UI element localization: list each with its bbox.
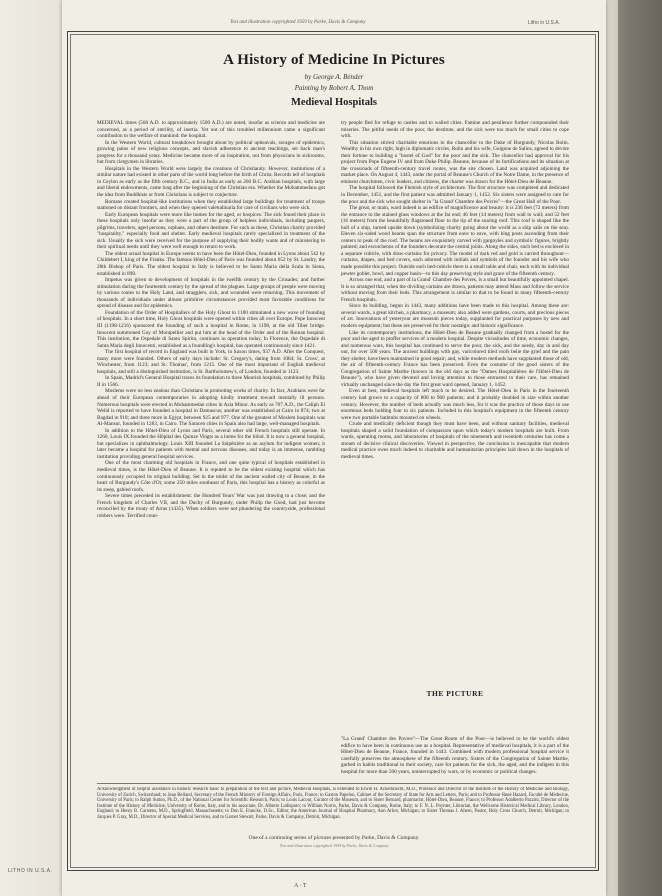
acknowledgment: Acknowledgment of helpful assistance in historic research basic to preparation of the text and picture, Medieval Hospitals, is extended to Erwin H. Ackerknecht, M.D., Professor and Director of the Institute of the History of Medicine and Biology, University of Zurich, Switzerland; to Jean Belland, Secretary of the French Ministry of Foreign Affairs, Paris, France; to Gaston Papelon, Cabinet of the Secretary of State for Arts and Letters, Paris; and to Professor René Hazard, Faculté de Médecine, University of Paris; to Ralph Sutton, Ph.D., of the National Center for Scientific Research, Paris; to Louis Lacour, Curator of the Museum, and to Sister Bernard, pharmacist, Hôtel-Dieu, Beaune, France; to Professor Adalberto Pazzini, Director of the Institute of the History of Medicine, University of Rome, Italy, and to his associate, Dr. Alberto Lodispoto; to William Norris, Parke, Davis & Company, Rome, Italy; to F. N. L. Poynter, Librarian, the Wellcome Historical Medical Library, London, England; to Henry B. Carstens, M.D., Springfield, Massachusetts; to Don E. Francke, D.Sc., Editor, the American Journal of Hospital Pharmacy, Ann Arbor, Michigan; to Sister Thomas J. Ahern, Pastor, Holy Cross Church, Detroit, Michigan; to Jacques P. Gray, M.D., Director of Special Medical Services, and to Garnet Stewart, Parke, Davis & Company, Detroit, Michigan. (97, 787, 569, 820)
paragraph: MEDIEVAL times (500 A.D. to approximately 1500 A.D.) are noted, insofar as science and medicine are concerned, as a period of sterility, of inertia. Yet out of this troubled millennium came a significant contribution to the welfare of mankind: the hospital. (97, 120, 325, 140)
author-byline: by George A. Bender (304, 73, 364, 81)
page-title: A History of Medicine In Pictures (223, 52, 445, 68)
paragraph: The oldest actual hospital in Europe seems to have been the Hôtel-Dieu, founded in Lyons about 542 by Childebert I, king of the Franks. The famous Hôtel-Dieu of Paris was founded about 652 by St. Landry, the 28th Bishop of Paris. The oldest hospital in Italy is believed to be Santa Maria della Scala in Siena, established in 898. (97, 250, 325, 277)
paragraph: Impetus was given to development of hospitals in the twelfth century by the Crusades; and further stimulation during the fourteenth century by the spread of the plagues. Large groups of people were moving by various routes to the Holy Land, and stragglers, sick, and wounded were returning. This movement of thousands of individuals under almost primitive circumstances provided most favorable conditions for spread of disease and for epidemics. (97, 277, 325, 310)
paragraph: Hospitals in the Western World were largely the creations of Christianity. However, institutions of a similar nature had existed in other parts of the world long before the birth of Christ. Records tell of hospitals in Ceylon as early as the fifth century B.C., and in India as early as 260 B.C. Arabian hospitals, with large and liberal endowments, came long after the beginning of the Christian era. Whether the Mohammedans got the idea from Buddhists or from Christians is subject to conjecture. (97, 165, 325, 199)
right-column (341, 120, 569, 680)
paragraph: Across one end, and a part of la Grand' Chambre des Povres, is a small but beautifully appointed chapel. It is so arranged that, when the dividing curtains are drawn, patients may attend Mass and follow the service without moving from their beds. This arrangement is similar to that to be found in many fifteenth-century French hospitals. (341, 277, 569, 303)
paragraph: Even at best, medieval hospitals left much to be desired. The Hôtel-Dieu in Paris in the fourteenth century had grown to a capacity of 800 to 900 patients; and it probably doubled in size within another century. However, the number of beds actually was much less, for it was the practice of those days to use enormous beds holding four to six patients. Included in this hospital's equipment in the fifteenth century were two portable bathtubs mounted on wheels. (341, 388, 569, 421)
section-heading: THE PICTURE (426, 689, 484, 698)
paragraph: try people fled for refuge to castles and to walled cities. Famine and pestilence further compounded their miseries. The pitiful needs of the poor, the destitute, and the sick were too much for small cities to cope with. (341, 120, 569, 140)
document-sheet (62, 0, 606, 896)
paragraph: Like its contemporary institutions, the Hôtel-Dieu de Beaune gradually changed from a hostel for the poor and the aged to proffer services of a modern hospital. Despite vicissitudes of time, economic changes, and numerous wars, this hospital has continued to serve the poor, the sick, and the needy, day in and day out, for over 500 years. The ancient buildings with gay, varicolored tiled roofs belie the grief and the pain they shelter, have been maintained in good repair; and, while modern methods have supplanted those of old, the air of fifteenth-century France has been preserved. Even the costume of the good sisters of the Congregation of Sainte Marthe (known in the old days as the "Dames Hospitalières de l'Hôtel-Dieu de Beaune"), who have given devoted and loving attention to those entrusted to their care, has remained virtually unchanged since the day the first great ward opened, January 1, 1452. (341, 329, 569, 388)
paragraph: Severe times preceded its establishment: the Hundred Years' War was just drawing to a close; and the French kingdom of Charles VII, and the Duchy of Burgundy, under Philip the Good, had just become reconciled by the treaty of Arras (1435). When soldiers were not plundering the countryside, professional robbers were. Terrified coun- (97, 493, 325, 519)
paragraph: Crude and medically deficient though they must have been, and without sanitary facilities, medieval hospitals shaped a solid foundation of compassion upon which today's modern hospitals are built. From wards, operating rooms, and laboratories of hospitals of the nineteenth and twentieth centuries has come a stream of decisive clinical discoveries. Viewed in perspective, the conclusion is inescapable that modern medical practice owes much indeed to charitable and humanitarian principles laid down in the hospitals of medieval times. (341, 421, 569, 460)
paragraph: In addition to the Hôtel-Dieu of Lyons and Paris, several other old French hospitals still operate. In 1260, Louis IX founded the Hôpital des Quinze Vingts as a home for the blind. It is now a general hospital, but specializes in ophthalmology. Louis XIII founded La Salpêtrière as an asylum for indigent women; it later became a hospital for patients with mental and nervous diseases, and today is an immense, rambling institution providing general hospital services. (97, 427, 325, 460)
paragraph: In the Western World, cultural breakdown brought about by political upheavals, ravages of epidemics, growing pains of new religious concepts, and slavish adherence to ancient teachings, set back man's progress for a thousand years. Medicine became more of an inspiration, not from physicians in sickrooms, but from clergymen in libraries. (97, 139, 325, 166)
painter-byline: Painting by Robert A. Thom (294, 84, 374, 92)
paragraph: The hospital followed the Flemish style of architecture. The first structure was completed and dedicated in December, 1451, and the first patient was admitted January 1, 1452. Six sisters were assigned to care for the poor and the sick who sought shelter in "la Grand' Chambre des Povres"—the Great Hall of the Poor. (341, 185, 569, 205)
paragraph: Moslems were no less zealous than Christians in promoting works of charity. In fact, Arabians were far ahead of their European contemporaries in adopting kindly treatment toward mentally ill persons. Numerous hospitals were erected in Mohammedan cities in Asia Minor. As early as 707 A.D., the Caliph El Welid is reported to have founded a hospital in Damascus; another was established at Cairo in 874; two at Bagdad in 918; and three more in Egypt, between 925 and 977. One of the greatest of Moslem hospitals was Al-Mansur, founded in 1283, in Cairo. The Saracen cities in Spain also had large, well-managed hospitals. (97, 388, 325, 428)
series-note: One of a continuing series of pictures presented by Parke, Davis & Company. (248, 835, 420, 841)
paragraph: Romans created hospital-like institutions when they established large buildings for treatment of troops stationed on distant frontiers, and when they opened valetudinaria for care of civilians who were sick. (97, 198, 325, 212)
left-page-mark: LITHO IN U.S.A. (8, 868, 53, 874)
adjacent-right-page (604, 0, 662, 896)
footer-copyright: Text and illustration copyrighted 1959 by Parke, Davis & Company (279, 843, 389, 848)
paragraph: Since its building, begun in 1443, many additions have been made to this hospital. Among these are: several wards, a great kitchen, a pharmacy, a museum; also added were gardens, courts, and precious pieces of art. Innovations of yesteryear are museum pieces today, supplanted for practical purposes by new and modern equipment; but these are preserved for their nostalgic and historic significance. (341, 303, 569, 329)
paragraph: This situation stirred charitable emotions in the chancellor to the Duke of Burgundy, Nicolas Rolin. Wealthy in his own right, high in diplomatic circles, Rolin and his wife, Guigone de Salins, agreed to devote their fortune to building a "hostel of God" for the poor and the sick. The chancellor had approval for his project from Pope Eugene IV and from Duke Philip. Beaune, because of its fortifications and its situation at the crossroads of fifteenth-century travel routes, was the site chosen. Land was acquired adjoining the market place. On August 4, 1443, under the portal of Beaune's Church of the Notre Dame, in the presence of eminent churchmen, civic leaders, and citizens, the charter was drawn for the Hôtel-Dieu de Beaune. (341, 139, 569, 185)
paragraph: Foundation of the Order of Hospitallers of the Holy Ghost in 1180 stimulated a new wave of founding of hospitals. In a short time, Holy Ghost hospitals were opened within cities all over Europe. Pope Innocent III (1198-1216) sponsored the founding of such a hospital in Rome, in 1198, at the old Tiber bridge. Innocent summoned Guy of Montpellier and put him at the head of the Order and of the Roman hospital. This institution, the Ospedale di Santo Spirito, continues in operation today. In Florence, the Ospedale di Santa Maria degli Innocenti, established as a foundling's hospital, has operated continuously since 1421. (97, 309, 325, 349)
page-mark: A · T (294, 883, 307, 889)
paragraph: The first hospital of record in England was built in York, in Saxon times, 937 A.D. After the Conquest, many more were founded. Others of early days include: St. Gregory's, dating from 1084; St. Cross', at Winchester, from 1123; and St. Thomas', from 1215. One of the most important of English medieval hospitals, and still a distinguished institution, is St. Bartholomew's, of London, founded in 1123. (97, 349, 325, 375)
paragraph: "La Grand' Chambre des Povres"—The Great Room of the Poor—is believed to be the world's oldest edifice to have been in continuous use as a hospital. Representative of medieval hospitals, it is a part of the Hôtel-Dieu de Beaune, France, founded in 1443. Combined with modern professional hospital service it carefully preserves the atmosphere of the fifteenth century. Sisters of the Congregation of Sainte Marthe, garbed in habits traditional to their society, care for patients for the sick, the aged, and the indigent in this hospital for more than 500 years, uninterrupted by wars, or by economic or political changes. (341, 736, 569, 775)
left-column (97, 120, 325, 780)
paragraph: One of the most charming old hospitals in France, and one quite typical of hospitals established in medieval times, is the Hôtel-Dieu of Beaune. It is reputed to be the oldest existing hospital which has continuously occupied its original building. Set in the midst of the ancient walled city of Beaune, in the heart of Burgundy's Côte d'Or, some 250 miles southeast of Paris, this hospital has a history as colorful as its steep, gabled roofs. (97, 460, 325, 493)
article-subtitle: Medieval Hospitals (290, 97, 378, 108)
paragraph: The great, or main, ward indeed is an edifice of magnificence and beauty: it is 236 feet (72 meters) from the entrance to the stained glass windows at the far end; 46 feet (14 meters) from wall to wall; and 52 feet (16 meters) from the beautifully flagstoned floor to the tip of the soaring roof. This roof is shaped like the hull of a ship, turned upside down (symbolizing charity going about the world as a ship sails on the sea). Eleven six-sided wood beams span the structure from eave to eave, with king posts ascending from their centers to peak of the roof. The beams are exquisitely carved with gargoyles and symbolic figures, brightly painted; and escutcheons of the founders decorate the central joints. Along the sides, each bed is enclosed in a separate cubicle, with draw-curtains for privacy. The model of dark red and gold is carried throughout—curtains, drapes, and bed covers, each adorned with initials and symbols of the founder and his wife who made possible this project. Outside each bed-cubicle there is a small table and chair, each with its individual pewter goblet, bowl, and copper basin—to this day preserving style and grace of the fifteenth century. (341, 205, 569, 277)
header-copyright: Text and illustration copyrighted 1959 by Parke, Davis & Company (230, 20, 366, 25)
paragraph: Early European hospitals were more like homes for the aged, or hospices. The sick found their place in these hospitals only insofar as they were a part of the group of helpless individuals, including paupers, pilgrims, travelers, aged persons, orphans, and others destitute. For such as these, Christian charity provided "hospitality," especially food and shelter. Early medieval hospitals rarely specialized in treatment of the sick. Usually the sick were received for the purpose of supplying their bodily wants and of ministering to their spiritual needs until they were well enough to return to work. (97, 211, 325, 251)
divider (97, 783, 569, 784)
paragraph: In Spain, Madrid's General Hospital traces its foundation to three Moorish hospitals, combined by Philip II in 1566. (97, 375, 325, 388)
header-litho: Litho in U.S.A. (528, 20, 560, 26)
page-edge-strip (604, 0, 618, 896)
